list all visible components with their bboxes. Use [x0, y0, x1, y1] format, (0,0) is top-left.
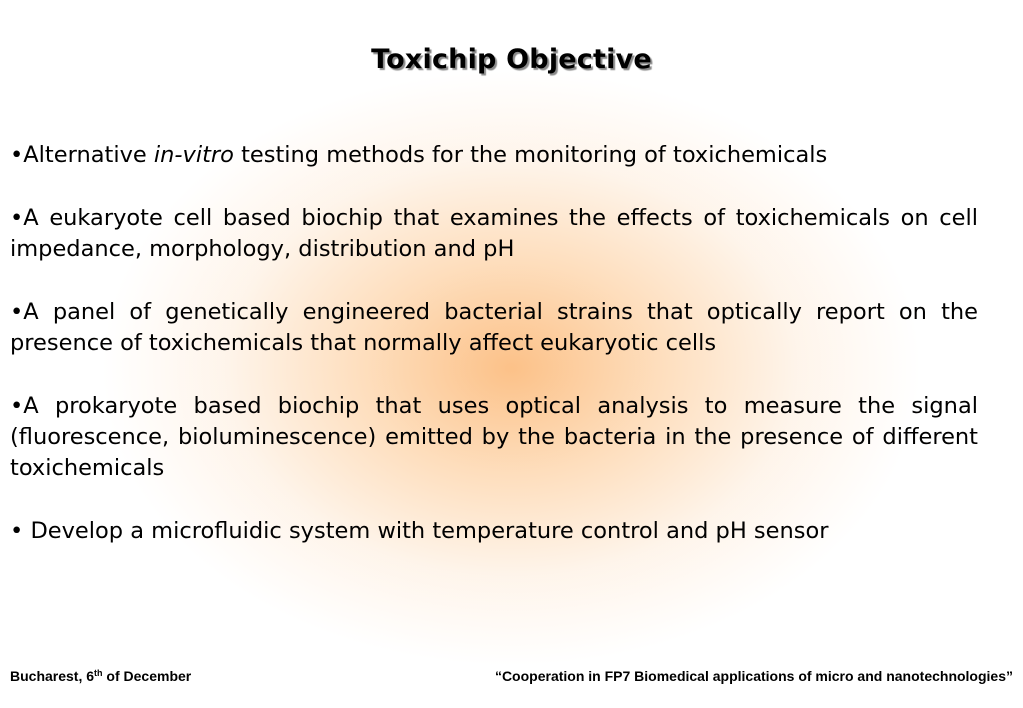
bullet-item-eukaryote-biochip — [10, 203, 978, 265]
footer-date: of December — [102, 668, 192, 684]
bullet-marker: • — [10, 518, 31, 544]
bullet-emphasis: in-vitro — [153, 142, 234, 168]
bullet-item-bacterial-strains — [10, 297, 978, 359]
bullet-item-microfluidic-system — [10, 516, 978, 547]
bullet-text: A eukaryote cell based biochip that examines the effects of toxichemicals on cell impedance, morphology, distribution and pH — [10, 205, 978, 262]
footer-event-title: “Cooperation in FP7 Biomedical applications of micro and nanotechnologies” — [494, 668, 1013, 684]
bullet-item-alternative-methods — [10, 140, 978, 171]
bullet-list — [10, 140, 978, 579]
bullet-text: A prokaryote based biochip that uses optical analysis to measure the signal (fluorescence, bioluminescence) emitted by the bacteria in the presence of different toxichemicals — [10, 393, 978, 481]
bullet-text: Alternative — [23, 142, 154, 168]
bullet-text: A panel of genetically engineered bacterial strains that optically report on the presence of toxichemicals that normally affect eukaryotic cells — [10, 299, 978, 356]
slide-title: Toxichip Objective — [371, 44, 652, 75]
footer-location: Bucharest, 6 — [10, 668, 95, 684]
footer-location-date — [10, 667, 191, 685]
bullet-text: Develop a microfluidic system with temperature control and pH sensor — [30, 518, 829, 544]
bullet-marker: • — [10, 205, 24, 231]
footer-ordinal-suffix: th — [94, 668, 103, 678]
bullet-marker: • — [10, 142, 24, 168]
bullet-marker: • — [10, 299, 24, 325]
bullet-marker: • — [10, 393, 24, 419]
bullet-item-prokaryote-biochip — [10, 391, 978, 484]
bullet-text: testing methods for the monitoring of toxichemicals — [233, 142, 828, 168]
